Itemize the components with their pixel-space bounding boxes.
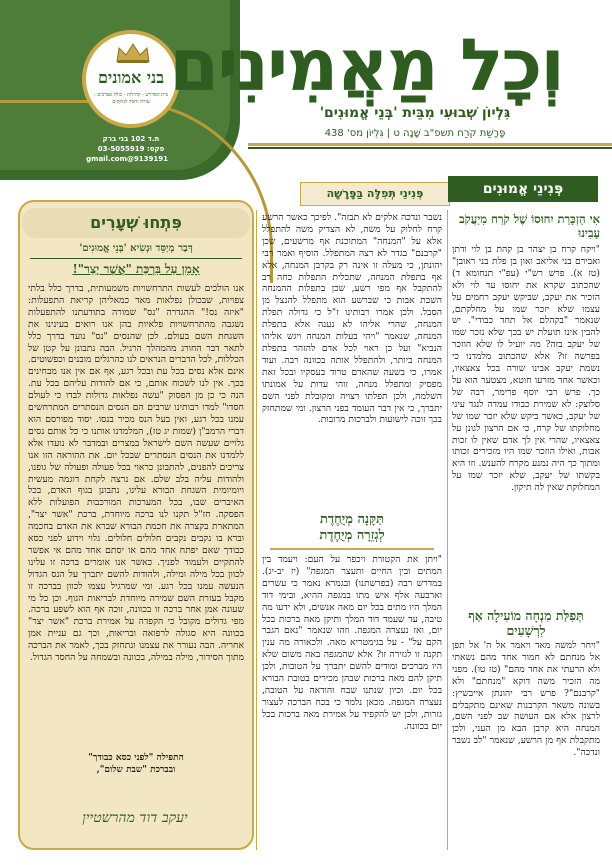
middle-heading-line-1: תַּקָּנָה מְיֻחֶדֶת: [319, 512, 385, 527]
column-separator-right: [447, 210, 448, 850]
closing-line-1: התפילה "לפני כסא כבודך": [88, 753, 184, 763]
column-separator-left: [256, 210, 257, 850]
left-article-body: אנו הולכים לעשות התרחשויות משמעותית, בדרך כלל בלתי צפויות, שבכולן נפלאות מאד כמאליהן קריאת התפעלות: "איזה נס!" ההגדרה "נס" שמורה בתודעתנו להתפעלות נשגבה מהתרחשויות פלאיות בהן אנו רואים בעינינו את השגחת השם בעולם. לכן שהנסים "נס" נועד בדרך כלל לתאר דבר החורג מהמהלך הרגיל. הבה נתבונן על קטן של הכללות, לכל הדברים הנראים לנו כהרגלים מובנים וכפשוטים. אינם אלא נסים בכל עת ובכל רגע, אף אם אין אנו מבחינים בכך. אין לנו לשכוח אותם, כי אם להודות עליהם בכל עת. הנה כי כן מן הפסוק "עשה נפלאות גדולות לבדו כי לעולם חסדו" למדו רבותינו שרבים הם הנסים הנסתרים המתרחשים עמנו בכל רגע, ואין בעל הנס מכיר בנסו. יסוד מפורסם הוא דברי הרמב"ן (שמות יג טז), המלמדנו אותנו כי כל אותם נסים גלויים שעשה השם לישראל במצרים ובמדבר לא נועדו אלא ללמדנו את הנסים הנסתרים שבכל יום. את ההוראה הזו אנו צריכים להפנים, להתבונן כראוי בכל פעולה ופעולה של גופנו, ולהודות עליה בלב שלם. אם נרצה לקחת דוגמה מעשית ויומיומית השגחת הבורא עלינו, נתבונן בגוף האדם, בכל האיברים שבו, בכל המערכות המורכבות הפועלות ללא הפסקה. חז"ל תקנו לנו ברכה מיוחדת, ברכת "אשר יצר", המתארת בקצרה את חכמת הבורא שברא את האדם בחכמה וברא בו נקבים נקבים חלולים חלולים. גלוי וידוע לפני כסא כבודך שאם יפתח אחד מהם או יסתם אחד מהם אי אפשר להתקיים ולעמוד לפניך. כאשר אנו אומרים ברכה זו עלינו לכוון בכל מילה ומילה, ולהודות להשם יתברך על הנס הגדול הנעשה עמנו בכל רגע. ומי שמרגיל עצמו לכוון בברכה זו מקבל בעזרת השם שמירה מיוחדת לבריאות הגוף. וכן כל מי שעונה אמן אחר ברכה זו בכוונה, זוכה אף הוא לשפע ברכה. מפי גדולים מקובל כי הקפדה על אמירת ברכת "אשר יצר" בכוונה היא סגולה לרפואה ובריאות, וכך גם עניית אמן אחריה. הבה נעורר את עצמנו ונתחזק בכך, לאמר את הברכה מתוך הסידור, מילה במילה, בכוונה ובשמחה על החסד הגדול.: [28, 283, 244, 664]
contact-po-box: ת.ד 102 בני ברק: [102, 135, 160, 143]
closing-line-2: ובברכת "שבת שלום",: [96, 765, 176, 775]
logo-name: בני אמונים: [98, 68, 164, 87]
author-signature: יעקב דוד מהרשטיין: [82, 810, 188, 826]
middle-article-body-2: "ויתן את הקטורת ויכפר על העם: ויעמד בין המתים ובין החיים ותעצר המגפה" (יז יב-יג). במדרש רבה (בפרשתנו) ובגמרא נאמר כי עשרים וארבעה אלף איש מתו במגפה ההיא, ובימי דוד המלך היו מתים בכל יום מאה אנשים, ולא ידעו מה טיבה, עד שעמד דוד המלך ותיקן מאה ברכות בכל יום, ואז נעצרה המגפה. וזהו שנאמר "נאם הגבר הקם על" - על בגימטריא מאה. ולכאורה מה ענין תקנה זו לגזירה זו? אלא שהמגפה באה משום שלא היו מברכים ומודים להשם יתברך על הטובות, ולכן תיקן להם מאה ברכות שבהן מכירים בטובת הבורא בכל יום. וכיון שנתנו שבח והודאה על הטובה, נעצרה המגפה. מכאן נלמד כי בכח הברכה לעצור גזרות, ולכן יש להקפיד על אמירת מאה ברכות בכל יום בכוונה.: [262, 554, 442, 732]
issue-info: פָּרָשַׁת קֹרַח תשפ"ב שָׁנָה ט | גִּלְיוֹן מס' 438: [324, 128, 506, 139]
left-article-closing: [28, 752, 244, 776]
crown-icon: [115, 42, 151, 64]
contact-info: [86, 134, 168, 164]
logo-badge: [82, 30, 180, 128]
middle-column-header: פְּנִינֵי תְּפִלָּה בַּפָּרָשָׁה: [300, 182, 450, 206]
left-article-title: אָמֵן עַל בִּרְכַּת "אֲשֶׁר יָצַר"!: [72, 262, 200, 276]
right-column-header: פְּנִינֵי אֱמוּנִים: [448, 176, 598, 202]
right-article-body-1: "ויקח קרח בן יצהר בן קהת בן לוי ודתן ואבירם בני אליאב ואון בן פלת בני ראובן" (טז א). פרש רש"י (עפ"י תנחומא ד) שהכתוב שקרא את יחוסו עד לוי ולא הזכיר את יעקב, שביקש יעקב רחמים על עצמו שלא יזכר שמו על מחלקתם, שנאמר "בקהלם אל תחד כבודי". יש להבין אינו תועלת יש בכך שלא נזכר שמו של יעקב בזה? מה יועיל לו שלא הוזכר בפרשה זו? אלא שהכתוב מלמדנו כי נשמת יעקב אבינו שורה בכל צאצאיו, וכאשר אחד מזרעו חוטא, מצטער הוא על כך. פרש רבי יוסף פרימר, רבה של סלוצק: לא שמירת כבודו עמדה לנגד עיני של יעקב, כאשר ביקש שלא יזכר שמו של מחלוקתו של קרח, כי אם הרצון לגונן על צאצאיו, שהרי אין לך אדם שאין לו זכות אבות, ואילו הוזכר שמו היו מזכירים זכותו ומתוך כך היה נמנע מקרח להענש. וזו היא בקשתו של יעקב, שלא יזכר שמו על המחלוקת שאין לה תיקון.: [452, 244, 600, 494]
right-section-heading: תְּפִלַּת מִנְחָה מוֹעִילָה אַף לִרְשָׁעִים: [468, 608, 584, 638]
middle-section-divider: [270, 548, 434, 550]
newsletter-title: וְכָל מַאֲמִינִים: [169, 23, 563, 107]
newsletter-subtitle: גִּלְיוֹן שְׁבוּעִי מִבֵּית 'בְּנֵי אֱמוּנִים': [319, 105, 511, 121]
header-divider-green: [248, 147, 612, 149]
left-column-dedication: דְּבַר מְיַסֵּד וּנְשִׂיא 'בְּנֵי אֱמוּנִים': [79, 243, 193, 254]
middle-heading-line-2: לְגְזֵרָה מְיֻחֶדֶת: [319, 528, 385, 543]
right-article-body-2: "ויחר למשה מאד ויאמר אל ה' אל תפן אל מנחתם לא חמור אחד מהם נשאתי ולא הרעתי את אחד מהם" (טז טו). מפני מה הזכיר משה דוקא "מנחתם" ולא "קרבנם"? פרש רבי יהונתן אייבשיץ: בשונה משאר הקרבנות שאינם מתקבלים לרצון אלא אם העושה שב לפני השם, המנחה היא קרבן הבא מן העני, ולכן מתקבלת אף מן הרשע, שנאמר "לב נשבר ונדכה".: [452, 640, 600, 759]
header-divider-gold: [248, 143, 612, 146]
left-column-divider: [30, 258, 242, 259]
middle-section-heading: [262, 512, 442, 544]
right-article-title: אִי הַזְכָּרַת יִחוּסוֹ שֶׁל קֹרַח מִיַעֲקֹב עָבִינוּ: [459, 212, 600, 240]
middle-article-body-1: נשבר ונדכה אלקים לא תבזה". לפיכך כאשר הרשע קרח לחלוק על משה, לא הצדיק משה להתפלל אלא על "המנחה" המתוכנת אף מרשעים, שכן "קרבנם" בגדר לא רצה המתפלל. הוסיף ואמר רבי יהונתן, כי מעלה זו אינה רק בקרבן המנחה, אלא אף בתפלת המנחה, שתכלית התפלות כחה רב להתקבל אף מפי רשע, שכן בתפלות ההמנחה השבת אבות כי שברשע הוא מתפלל להנצל מן הסבל. ולכן אמרו רבותינו ז"ל כי גדולה תפלת המנחה, שהרי אליהו לא נענה אלא בתפלת המנחה, שנאמר "ויהי בעלות המנחה ויגש אליהו הנביא" ועל כן ראוי לכל אדם להזהר בתפלת המנחה ביותר, ולהתפלל אותה בכוונה רבה. ועוד אמרו, כי בשעה שהאדם טרוד בעסקיו ובכל זאת מפסיק ומתפלל מנחה, זוהי עדות על אמונתו השלמה, ולכן תפלתו רצויה ומקובלת לפני השם יתברך, כי אין דבר העומד בפני הרצון. ומי שמתחזק בכך זוכה לישועות ולברכות מרובות.: [262, 212, 442, 426]
contact-fax: פקס: 03-5055919: [97, 145, 165, 153]
left-column-header: פִּתְחוּ שְׁעָרִים: [22, 208, 250, 238]
logo-tagline: בית המדרש - קהילות - כולל אברכים - עזרה וחסד לנזקקים: [94, 92, 168, 105]
contact-email: 9139191@gmail.com: [86, 155, 168, 163]
